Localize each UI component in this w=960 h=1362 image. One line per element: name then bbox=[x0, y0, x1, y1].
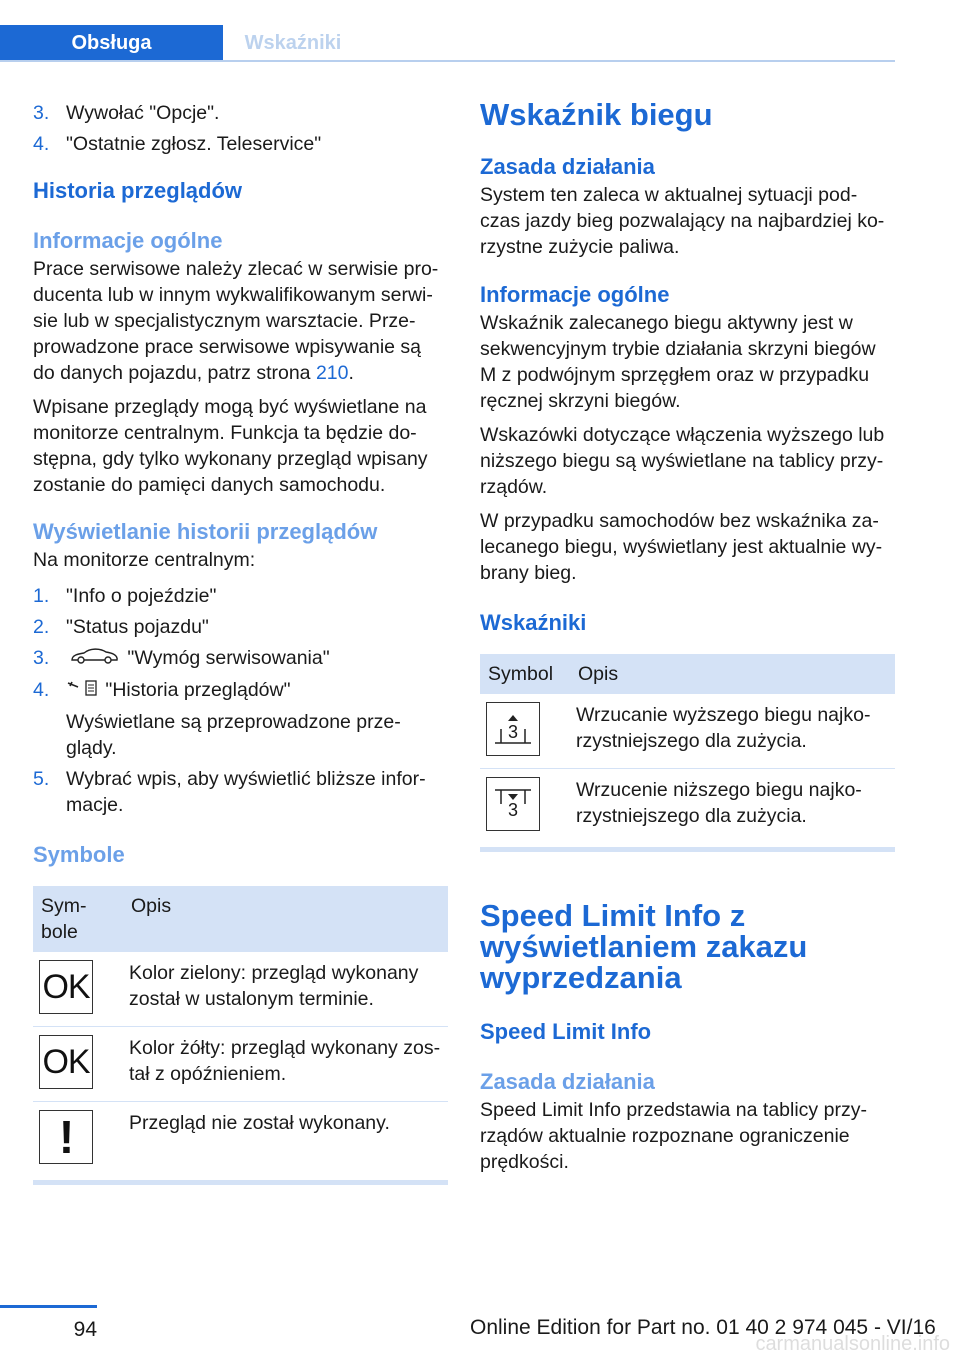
table-row bbox=[33, 952, 448, 1027]
general-paragraph-2: Wskazówki dotyczące włączenia wyższego lub niższego biegu są wyświetlane na tablicy przy-rządów. bbox=[480, 424, 885, 498]
gear-indicators-table bbox=[480, 654, 895, 843]
table-row bbox=[480, 694, 895, 769]
gear-number: 3 bbox=[507, 722, 518, 742]
paragraph-text: Prace serwisowe należy zlecać w serwisie pro-ducenta lub w innym wykwalifikowanym serwi-sie lub w specjalistycznym warsztacie. Prze-prowadzone prace serwisowe wpisywanie są do danych pojazdu, patrz strona bbox=[33, 258, 439, 384]
table-row bbox=[33, 1101, 448, 1176]
shift-down-icon bbox=[486, 777, 540, 831]
list-number: 4. bbox=[33, 133, 50, 155]
list-number: 1. bbox=[33, 585, 50, 607]
list-subtext: Wyświetlane są przeprowadzone prze-glądy. bbox=[66, 710, 401, 759]
column-header-symbols: Sym-bole bbox=[33, 886, 123, 952]
list-number: 5. bbox=[33, 767, 50, 790]
paragraph-text: . bbox=[348, 362, 354, 384]
car-icon bbox=[66, 645, 122, 672]
list-text: "Historia przeglądów" bbox=[105, 679, 291, 702]
header-tabs bbox=[0, 25, 895, 62]
footer-rule bbox=[0, 1305, 97, 1308]
description-cell: Kolor żółty: przegląd wykonany zos-tał z opóźnieniem. bbox=[123, 1026, 448, 1101]
shift-up-icon bbox=[486, 702, 540, 756]
principle-heading: Zasada działania bbox=[480, 154, 655, 179]
description-cell: Wrzucenie niższego biegu najko-rzystniejszego dla zużycia. bbox=[576, 779, 862, 827]
edition-text: Online Edition for Part no. 01 40 2 974 045 - VI/16 bbox=[470, 1316, 936, 1339]
symbol-cell bbox=[33, 1101, 123, 1176]
right-column bbox=[480, 98, 895, 1175]
description-cell: Kolor zielony: przegląd wykonany został w ustalonym terminie. bbox=[123, 952, 448, 1027]
ok-green-icon: OK bbox=[39, 960, 93, 1014]
general-paragraph-1: Wskaźnik zalecanego biegu aktywny jest w sekwencyjnym trybie działania skrzyni biegów M z podwójnym sprzęgłem oraz w przypadku ręcznej skrzyni biegów. bbox=[480, 312, 876, 412]
steps-list bbox=[33, 583, 448, 818]
top-steps-list bbox=[33, 100, 448, 157]
column-header-description: Opis bbox=[570, 654, 895, 694]
tab-obsluga[interactable]: Obsługa bbox=[0, 25, 223, 62]
list-text: "Ostatnie zgłosz. Teleservice" bbox=[66, 133, 322, 155]
symbol-cell bbox=[480, 769, 570, 844]
page-number: 94 bbox=[73, 1318, 97, 1341]
table-row bbox=[33, 1026, 448, 1101]
symbol-cell bbox=[33, 952, 123, 1027]
list-item bbox=[33, 614, 448, 640]
column-header-symbol: Symbol bbox=[480, 654, 570, 694]
speed-limit-title: Speed Limit Info z wyświetlaniem zakazu wyprzedzania bbox=[480, 898, 808, 995]
speed-limit-text: Speed Limit Info przedstawia na tablicy przy-rządów aktualnie rozpoznane ograniczenie prędkości. bbox=[480, 1099, 867, 1173]
table-header-row bbox=[33, 886, 448, 952]
gear-indicator-title: Wskaźnik biegu bbox=[480, 97, 713, 132]
list-text: "Info o pojeździe" bbox=[66, 585, 217, 607]
general-paragraph-1 bbox=[33, 256, 448, 386]
general-info-heading: Informacje ogólne bbox=[33, 228, 223, 253]
list-number: 4. bbox=[33, 679, 50, 702]
watermark: carmanualsonline.info bbox=[755, 1333, 950, 1355]
principle-text: System ten zaleca w aktualnej sytuacji pod-czas jazdy bieg pozwalający na najbardziej ko-rzystne zużycie paliwa. bbox=[480, 184, 885, 258]
indicators-heading: Wskaźniki bbox=[480, 610, 587, 635]
list-number: 2. bbox=[33, 616, 50, 638]
general-info-heading: Informacje ogólne bbox=[480, 282, 670, 307]
list-item bbox=[33, 100, 448, 126]
list-number: 3. bbox=[33, 102, 50, 124]
general-paragraph-2: Wpisane przeglądy mogą być wyświetlane na monitorze centralnym. Funkcja ta będzie do-stępna, gdy tylko wykonany przegląd wpisany zostanie do pamięci danych samochodu. bbox=[33, 396, 428, 496]
display-history-heading: Wyświetlanie historii przeglądów bbox=[33, 519, 378, 544]
ok-yellow-icon: OK bbox=[39, 1035, 93, 1089]
symbols-heading: Symbole bbox=[33, 841, 125, 867]
tab-wskazniki[interactable]: Wskaźniki bbox=[244, 32, 342, 54]
speed-principle-heading: Zasada działania bbox=[480, 1069, 655, 1094]
list-text: "Wymóg serwisowania" bbox=[127, 647, 330, 669]
general-paragraph-3: W przypadku samochodów bez wskaźnika za-lecanego biegu, wyświetlany jest aktualnie wy-brany bieg. bbox=[480, 510, 883, 584]
table-bottom-rule bbox=[33, 1180, 448, 1185]
speed-limit-subheading: Speed Limit Info bbox=[480, 1019, 652, 1044]
history-heading: Historia przeglądów bbox=[33, 178, 243, 203]
gear-number: 3 bbox=[507, 800, 518, 820]
symbol-cell bbox=[480, 694, 570, 769]
list-item bbox=[33, 677, 448, 760]
list-item bbox=[33, 766, 448, 818]
display-intro: Na monitorze centralnym: bbox=[33, 549, 256, 571]
list-text: "Status pojazdu" bbox=[66, 616, 209, 638]
list-item bbox=[33, 645, 448, 672]
list-item bbox=[33, 583, 448, 609]
table-bottom-rule bbox=[480, 847, 895, 852]
symbols-table bbox=[33, 886, 448, 1176]
list-text: Wybrać wpis, aby wyświetlić bliższe infor-macje. bbox=[66, 767, 426, 816]
left-column bbox=[33, 100, 448, 1185]
list-text: Wywołać "Opcje". bbox=[66, 102, 220, 124]
symbol-cell bbox=[33, 1026, 123, 1101]
table-row bbox=[480, 769, 895, 844]
description-cell: Przegląd nie został wykonany. bbox=[129, 1111, 390, 1134]
list-number: 3. bbox=[33, 647, 50, 669]
table-header-row bbox=[480, 654, 895, 694]
column-header-description: Opis bbox=[123, 886, 448, 952]
service-history-icon bbox=[66, 678, 100, 705]
header-divider bbox=[0, 60, 895, 62]
description-cell: Wrzucanie wyższego biegu najko-rzystniejszego dla zużycia. bbox=[570, 694, 895, 769]
exclamation-icon: ! bbox=[39, 1110, 93, 1164]
list-item bbox=[33, 131, 448, 157]
page-reference-link[interactable]: 210 bbox=[315, 362, 349, 384]
